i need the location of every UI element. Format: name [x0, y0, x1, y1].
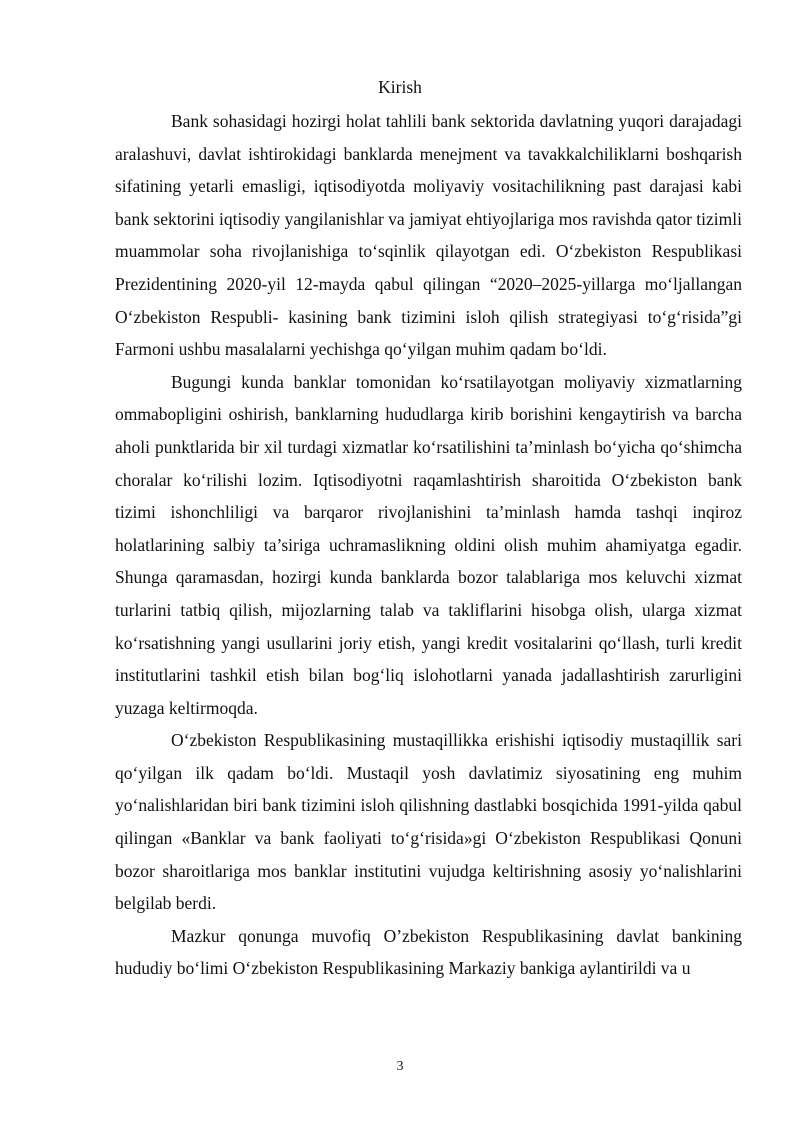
page-title: Kirish	[378, 77, 422, 97]
page-number: 3	[396, 1059, 404, 1074]
body-text	[115, 105, 742, 985]
paragraph: Bugungi kunda banklar tomonidan ko‘rsatilayotgan moliyaviy xizmatlarning ommabopligini oshirish, banklarning hududlarga kirib borishini kengaytirish va barcha aholi punktlarida bir xil turdagi xizmatlar ko‘rsatilishini ta’minlash bo‘yicha qo‘shimcha choralar ko‘rilishi lozim. Iqtisodiyotni raqamlashtirish sharoitida O‘zbekiston bank tizimi ishonchliligi va barqaror rivojlanishini ta’minlash hamda tashqi inqiroz holatlarining salbiy ta’siriga uchramaslikning oldini olish muhim ahamiyatga egadir. Shunga qaramasdan, hozirgi kunda banklarda bozor talablariga mos keluvchi xizmat turlarini tatbiq qilish, mijozlarning talab va takliflarini hisobga olish, ularga xizmat ko‘rsatishning yangi usullarini joriy etish, yangi kredit vositalarini qo‘llash, turli kredit institutlarini tashkil etish bilan bog‘liq islohotlarni yanada jadallashtirish zarurligini yuzaga keltirmoqda.	[115, 371, 742, 718]
paragraph: Bank sohasidagi hozirgi holat tahlili bank sektorida davlatning yuqori darajadagi aralashuvi, davlat ishtirokidagi banklarda menejment va tavakkalchiliklarni boshqarish sifatining yetarli emasligi, iqtisodiyotda moliyaviy vositachilikning past darajasi kabi bank sektorini iqtisodiy yangilanishlar va jamiyat ehtiyojlariga mos ravishda qator tizimli muammolar soha rivojlanishiga to‘sqinlik qilayotgan edi. O‘zbekiston Respublikasi Prezidentining 2020-yil 12-mayda qabul qilingan “2020–2025-yillarga mo‘ljallangan O‘zbekiston Respubli- kasining bank tizimini isloh qilish strategiyasi to‘g‘risida”gi Farmoni ushbu masalalarni yechishga qo‘yilgan muhim qadam bo‘ldi.	[115, 111, 742, 360]
paragraph: O‘zbekiston Respublikasining mustaqillikka erishishi iqtisodiy mustaqillik sari qo‘yilgan ilk qadam bo‘ldi. Mustaqil yosh davlatimiz siyosatining eng muhim yo‘nalishlaridan biri bank tizimini isloh qilishning dastlabki bosqichida 1991-yilda qabul qilingan «Banklar va bank faoliyati to‘g‘risida»gi O‘zbekiston Respublikasi Qonuni bozor sharoitlariga mos banklar institutini vujudga keltirishning asosiy yo‘nalishlarini belgilab berdi.	[115, 730, 742, 914]
paragraph: Mazkur qonunga muvofiq O’zbekiston Respublikasining davlat bankining hududiy bo‘limi O‘zbekiston Respublikasining Markaziy bankiga aylantirildi va u	[115, 925, 742, 979]
